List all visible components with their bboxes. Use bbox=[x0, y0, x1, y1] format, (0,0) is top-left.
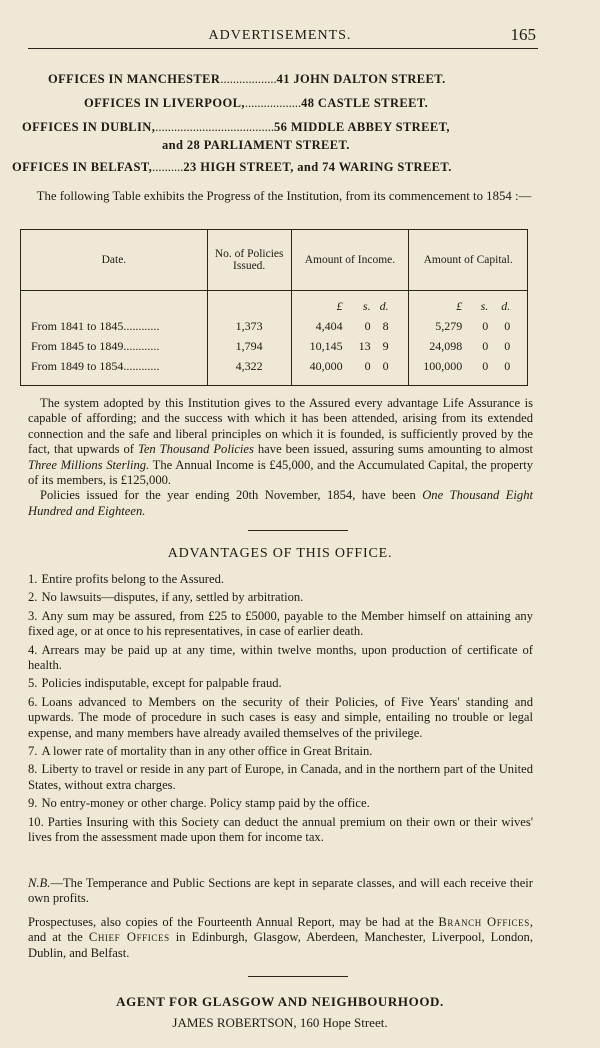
capital-units bbox=[409, 291, 528, 317]
row-capital bbox=[409, 316, 528, 336]
agent-name: JAMES ROBERTSON, 160 Hope Street. bbox=[172, 1015, 388, 1030]
text-run: The Annual Income is £45,000, and the Accumulated Capital, the property of its members, is £125,000. bbox=[28, 457, 534, 488]
list-item bbox=[28, 643, 533, 674]
item-number: 4. bbox=[28, 642, 38, 657]
list-item bbox=[28, 815, 533, 846]
text-run: The system adopted by this Institution gives to the Assured every advantage Life Assurance is capable of affording; and the success with which it has been attended, arising from its extended connection and the safe and liberal principles on which it is founded, is sufficiently proved by the fact, that upwards of bbox=[28, 396, 533, 457]
item-number: 2. bbox=[28, 590, 38, 605]
agent-heading: AGENT FOR GLASGOW AND NEIGHBOURHOOD. bbox=[116, 994, 444, 1009]
emphasis: One Thousand Eight Hundred and Eighteen. bbox=[28, 488, 533, 518]
item-text: Arrears may be paid up at any time, within twelve months, upon production of certificate of health. bbox=[28, 642, 533, 673]
office-liverpool bbox=[84, 96, 428, 111]
office-label: OFFICES IN DUBLIN, bbox=[22, 120, 156, 134]
dot-leader: ............ bbox=[123, 338, 160, 353]
income-pounds: 40,000 bbox=[309, 358, 343, 373]
row-date: From 1845 to 1849 bbox=[31, 338, 124, 353]
row-date: From 1849 to 1854 bbox=[31, 358, 124, 373]
income-shillings: 13 bbox=[358, 338, 371, 353]
table-row bbox=[21, 336, 528, 356]
income-pounds: 4,404 bbox=[315, 318, 343, 333]
unit-pence: d. bbox=[379, 298, 389, 313]
list-item bbox=[28, 695, 533, 741]
table-intro: The following Table exhibits the Progress of the Institution, from its commencement to 1854 :— bbox=[36, 189, 532, 203]
dot-leader: ............ bbox=[123, 318, 160, 333]
income-pence: 8 bbox=[382, 318, 389, 333]
header-policies: No. of Policies Issued. bbox=[207, 230, 291, 291]
row-policies: 1,794 bbox=[207, 336, 291, 356]
income-pounds: 10,145 bbox=[309, 338, 343, 353]
nb-label: N.B. bbox=[28, 876, 51, 890]
text-run: Policies issued for the year ending 20th November, 1854, have been bbox=[40, 488, 423, 503]
emphasis: Three Millions Sterling. bbox=[28, 457, 150, 472]
text-run: , and at the bbox=[28, 915, 533, 945]
office-belfast bbox=[12, 160, 452, 175]
item-text: Liberty to travel or reside in any part of Europe, in Canada, and in the northern part of the United States, without extra charges. bbox=[28, 762, 533, 792]
progress-table bbox=[20, 229, 528, 386]
item-text: No entry-money or other charge. Policy stamp paid by the office. bbox=[41, 796, 370, 811]
unit-shilling: s. bbox=[362, 298, 371, 313]
table-row bbox=[21, 356, 528, 386]
header-income: Amount of Income. bbox=[291, 230, 409, 291]
income-units bbox=[291, 291, 409, 317]
row-income bbox=[291, 356, 409, 386]
capital-pounds: 5,279 bbox=[435, 318, 463, 333]
row-capital bbox=[409, 356, 528, 386]
emphasis: Ten Thousand Policies bbox=[137, 442, 254, 457]
paragraph-1 bbox=[28, 396, 533, 488]
dot-leader: .................. bbox=[244, 96, 302, 110]
paragraph-2 bbox=[28, 488, 533, 519]
item-text: No lawsuits—disputes, if any, settled by arbitration. bbox=[41, 590, 304, 605]
item-number: 8. bbox=[28, 762, 38, 777]
row-capital bbox=[409, 336, 528, 356]
item-text: Loans advanced to Members on the security of their Policies, of Five Years' standing and upwards. The mode of procedure in such cases is easy and simple, entailing no trouble or legal expense, and many members have already availed themselves of the privilege. bbox=[28, 694, 533, 740]
dot-leader: ...................................... bbox=[155, 120, 275, 134]
list-item bbox=[28, 609, 533, 640]
capital-shillings: 0 bbox=[482, 318, 489, 333]
income-shillings: 0 bbox=[364, 318, 371, 333]
text-run: in Edinburgh, Glasgow, Aberdeen, Manchester, Liverpool, London, Dublin, and Belfast. bbox=[28, 930, 533, 960]
item-text: Entire profits belong to the Assured. bbox=[41, 572, 225, 586]
capital-shillings: 0 bbox=[482, 358, 489, 373]
page-header bbox=[0, 25, 600, 48]
list-item bbox=[28, 762, 533, 793]
office-address: and 28 PARLIAMENT STREET. bbox=[162, 138, 350, 152]
capital-pounds: 100,000 bbox=[423, 358, 463, 373]
dot-leader: ............ bbox=[123, 358, 160, 373]
capital-pounds: 24,098 bbox=[429, 338, 463, 353]
list-item bbox=[28, 744, 533, 759]
item-text: Parties Insuring with this Society can deduct the annual premium on their own or their wives' lives from the assessment made upon them for income tax. bbox=[28, 814, 533, 845]
office-address: 41 JOHN DALTON STREET. bbox=[276, 72, 446, 86]
dot-leader: .................. bbox=[220, 72, 277, 86]
capital-pence: 0 bbox=[504, 318, 511, 333]
row-date: From 1841 to 1845 bbox=[31, 318, 124, 333]
item-number: 5. bbox=[28, 676, 38, 691]
income-pence: 9 bbox=[382, 338, 389, 353]
small-caps-text: Chief Offices bbox=[88, 930, 170, 945]
text-run: Prospectuses, also copies of the Fourteenth Annual Report, may be had at the bbox=[28, 915, 439, 929]
item-number: 3. bbox=[28, 608, 38, 623]
office-dublin bbox=[22, 120, 450, 135]
item-number: 1. bbox=[28, 572, 38, 586]
header-date: Date. bbox=[21, 230, 208, 291]
capital-pence: 0 bbox=[504, 338, 511, 353]
item-number: 9. bbox=[28, 796, 38, 811]
office-address: 23 HIGH STREET, and 74 WARING STREET. bbox=[183, 160, 452, 174]
row-policies: 4,322 bbox=[207, 356, 291, 386]
row-income bbox=[291, 316, 409, 336]
page-number: 165 bbox=[510, 25, 536, 44]
office-address: 48 CASTLE STREET. bbox=[301, 96, 429, 110]
office-label: OFFICES IN MANCHESTER bbox=[48, 72, 221, 86]
office-manchester bbox=[48, 72, 446, 87]
list-item bbox=[28, 572, 533, 587]
capital-pence: 0 bbox=[504, 358, 511, 373]
item-number: 10. bbox=[28, 814, 44, 829]
row-policies: 1,373 bbox=[207, 316, 291, 336]
office-label: OFFICES IN LIVERPOOL, bbox=[84, 96, 245, 110]
section-rule bbox=[248, 530, 348, 531]
capital-shillings: 0 bbox=[482, 338, 489, 353]
small-caps-text: Branch Offices bbox=[438, 915, 530, 929]
income-pence: 0 bbox=[382, 358, 389, 373]
list-item bbox=[28, 590, 533, 605]
item-text: A lower rate of mortality than in any other office in Great Britain. bbox=[41, 744, 373, 759]
header-capital: Amount of Capital. bbox=[409, 230, 528, 291]
row-income bbox=[291, 336, 409, 356]
item-text: Policies indisputable, except for palpable fraud. bbox=[41, 676, 282, 691]
table-row bbox=[21, 316, 528, 336]
nb-note bbox=[28, 876, 533, 907]
running-title: ADVERTISEMENTS. bbox=[208, 28, 352, 43]
income-shillings: 0 bbox=[364, 358, 371, 373]
text-run: have been issued, assuring sums amounting to almost bbox=[253, 442, 533, 457]
office-address: 56 MIDDLE ABBEY STREET, bbox=[274, 120, 450, 134]
header-rule bbox=[28, 48, 538, 49]
list-item bbox=[28, 796, 533, 811]
item-number: 7. bbox=[28, 744, 38, 759]
prospectus-paragraph bbox=[28, 915, 533, 961]
item-number: 6. bbox=[28, 694, 38, 709]
unit-pence: d. bbox=[501, 298, 511, 313]
office-dublin-second bbox=[162, 138, 350, 153]
advantages-heading: ADVANTAGES OF THIS OFFICE. bbox=[167, 546, 393, 561]
system-paragraph bbox=[28, 396, 533, 519]
advantages-list bbox=[28, 572, 533, 849]
office-label: OFFICES IN BELFAST, bbox=[12, 160, 153, 174]
unit-shilling: s. bbox=[480, 298, 489, 313]
table-header-row bbox=[21, 230, 528, 291]
unit-pound: £ bbox=[456, 298, 463, 313]
units-row bbox=[21, 291, 528, 317]
list-item bbox=[28, 676, 533, 691]
dot-leader: .......... bbox=[152, 160, 184, 174]
section-rule bbox=[248, 976, 348, 977]
item-text: Any sum may be assured, from £25 to £5000, payable to the Member himself on attaining any fixed age, or at once to his representatives, in case of earlier death. bbox=[28, 608, 533, 639]
nb-text: —The Temperance and Public Sections are kept in separate classes, and will each receive their own profits. bbox=[28, 876, 533, 906]
unit-pound: £ bbox=[336, 298, 343, 313]
